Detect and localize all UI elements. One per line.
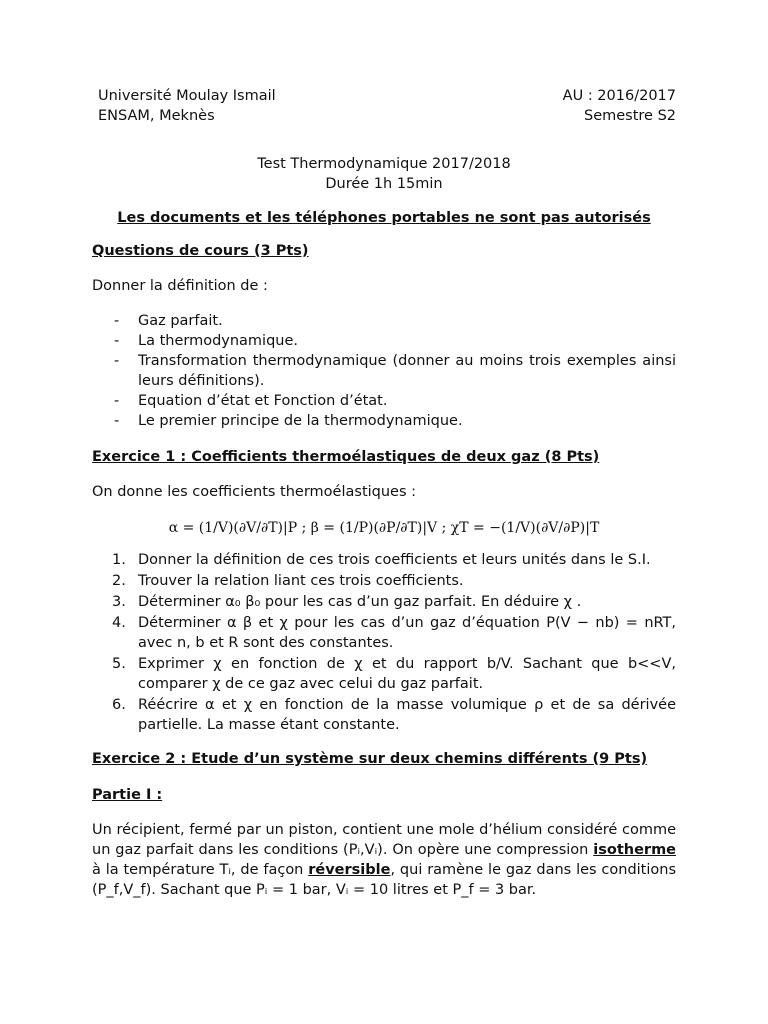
- exercice1-heading: Exercice 1 : Coefficients thermoélastiques de deux gaz (8 Pts): [92, 449, 600, 465]
- questions-cours-intro: Donner la définition de :: [92, 278, 268, 294]
- list-item: - Gaz parfait.: [92, 311, 676, 331]
- title-block: [92, 154, 676, 194]
- list-item: 5. Exprimer χ en fonction de χ et du rapport b/V. Sachant que b<<V, comparer χ de ce gaz avec celui du gaz parfait.: [112, 656, 676, 692]
- test-duration: Durée 1h 15min: [325, 176, 443, 192]
- list-item: - Equation d’état et Fonction d’état.: [92, 391, 676, 411]
- header-left: [98, 86, 276, 126]
- list-item: 3. Déterminer α₀ β₀ pour les cas d’un gaz parfait. En déduire χ .: [112, 594, 582, 610]
- exercice1-list: [92, 550, 676, 735]
- exercice1-intro: On donne les coefficients thermoélastiques :: [92, 484, 417, 500]
- header: [98, 86, 676, 126]
- questions-cours-list: [92, 311, 676, 431]
- test-title: Test Thermodynamique 2017/2018: [257, 156, 511, 172]
- rules-notice: Les documents et les téléphones portables ne sont pas autorisés: [117, 210, 651, 226]
- academic-year: AU : 2016/2017: [562, 88, 676, 104]
- list-item: - Le premier principe de la thermodynamique.: [92, 411, 676, 431]
- list-item: 6. Réécrire α et χ en fonction de la masse volumique ρ et de sa dérivée partielle. La masse étant constante.: [112, 697, 676, 733]
- partie1-paragraph: Un récipient, fermé par un piston, contient une mole d’hélium considéré comme un gaz parfait dans les conditions (Pᵢ,Vᵢ). On opère une compression isotherme à la température Tᵢ, de façon réversible, qui ramène le gaz dans les conditions (P_f,V_f). Sachant que Pᵢ = 1 bar, Vᵢ = 10 litres et P_f = 3 bar.: [92, 822, 677, 898]
- questions-cours-heading: Questions de cours (3 Pts): [92, 243, 309, 259]
- school-name: ENSAM, Meknès: [98, 108, 215, 124]
- exercice2-heading: Exercice 2 : Etude d’un système sur deux chemins différents (9 Pts): [92, 751, 648, 767]
- university-name: Université Moulay Ismail: [98, 88, 276, 104]
- list-item: 1. Donner la définition de ces trois coefficients et leurs unités dans le S.I.: [112, 552, 651, 568]
- reversible-term: réversible: [308, 862, 391, 878]
- list-item: - Transformation thermodynamique (donner au moins trois exemples ainsi leurs définitions).: [92, 351, 676, 391]
- list-item: - La thermodynamique.: [92, 331, 676, 351]
- list-item: 4. Déterminer α β et χ pour les cas d’un gaz d’équation P(V − nb) = nRT, avec n, b et R sont des constantes.: [112, 615, 676, 651]
- thermoelastic-formula: α = (1/V)(∂V/∂T)|P ; β = (1/P)(∂P/∂T)|V ; χT = −(1/V)(∂V/∂P)|T: [168, 520, 600, 536]
- isotherme-term: isotherme: [593, 842, 677, 858]
- semester: Semestre S2: [583, 108, 676, 124]
- list-item: 2. Trouver la relation liant ces trois coefficients.: [112, 573, 464, 589]
- partie1-heading: Partie I :: [92, 787, 163, 803]
- header-right: [563, 86, 676, 126]
